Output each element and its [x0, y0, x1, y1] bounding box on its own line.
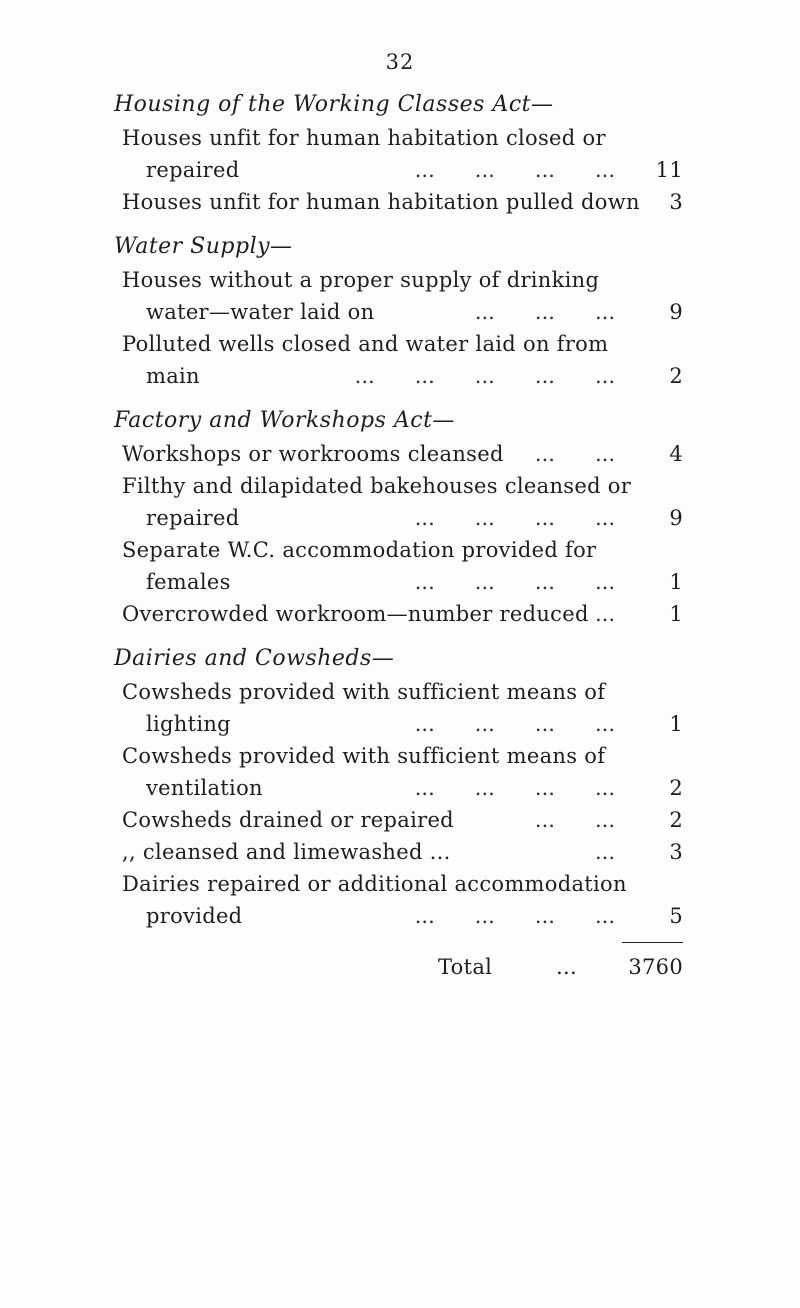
- item-text: repaired: [146, 506, 240, 530]
- total-row: [0, 950, 800, 984]
- item-text: Cowsheds drained or repaired: [122, 808, 454, 832]
- line-item: [0, 502, 800, 534]
- item-text: Houses without a proper supply of drinking: [122, 268, 600, 292]
- item-text: females: [146, 570, 231, 594]
- item-text: Polluted wells closed and water laid on from: [122, 332, 609, 356]
- line-item: [0, 470, 800, 502]
- total-rule-row: [0, 932, 800, 950]
- item-text: water—water laid on: [146, 300, 375, 324]
- item-value: 1: [669, 602, 683, 626]
- line-item: [0, 264, 800, 296]
- item-value: 11: [655, 158, 683, 182]
- item-text: Houses unfit for human habitation closed or: [122, 126, 606, 150]
- line-item: [0, 328, 800, 360]
- item-value: 1: [669, 570, 683, 594]
- section-gap: [0, 218, 800, 230]
- leader-dots: ...: [594, 602, 615, 626]
- leader-dots: ... ... ...: [474, 300, 615, 324]
- section-gap: [0, 630, 800, 642]
- item-value: 1: [669, 712, 683, 736]
- section-heading: Housing of the Working Classes Act—: [114, 92, 554, 117]
- item-text: provided: [146, 904, 243, 928]
- page-number: 32: [385, 50, 415, 74]
- line-item: [0, 708, 800, 740]
- item-value: 2: [669, 364, 683, 388]
- section-heading: Dairies and Cowsheds—: [114, 646, 395, 671]
- leader-dots: ... ... ... ...: [414, 776, 615, 800]
- total-rule: [622, 942, 683, 943]
- line-item: [0, 676, 800, 708]
- item-value: 2: [669, 808, 683, 832]
- line-item: [0, 836, 800, 868]
- leader-dots: ... ... ... ...: [414, 712, 615, 736]
- leader-dots: ... ...: [534, 808, 615, 832]
- line-item: [0, 296, 800, 328]
- item-text: lighting: [146, 712, 231, 736]
- leader-dots: ...: [556, 955, 577, 979]
- line-item: [0, 360, 800, 392]
- item-value: 3: [669, 190, 683, 214]
- leader-dots: ... ...: [534, 442, 615, 466]
- item-value: 3: [669, 840, 683, 864]
- line-item: [0, 900, 800, 932]
- section-gap: [0, 392, 800, 404]
- item-text: Dairies repaired or additional accommodation: [122, 872, 627, 896]
- leader-dots: ... ... ... ...: [414, 904, 615, 928]
- item-text: Separate W.C. accommodation provided for: [122, 538, 597, 562]
- leader-dots: ... ... ... ...: [414, 158, 615, 182]
- line-item: [0, 122, 800, 154]
- item-text: main: [146, 364, 200, 388]
- total-value: 3760: [628, 955, 683, 979]
- item-value: 9: [669, 506, 683, 530]
- item-value: 9: [669, 300, 683, 324]
- item-text: Workshops or workrooms cleansed: [122, 442, 504, 466]
- item-text: Cowsheds provided with sufficient means of: [122, 680, 606, 704]
- line-item: [0, 868, 800, 900]
- line-item: [0, 772, 800, 804]
- leader-dots: ... ... ... ...: [414, 506, 615, 530]
- line-item: [0, 534, 800, 566]
- item-text: ventilation: [146, 776, 263, 800]
- leader-dots: ... ... ... ... ...: [354, 364, 615, 388]
- item-text: Cowsheds provided with sufficient means of: [122, 744, 606, 768]
- line-item: [0, 566, 800, 598]
- section-heading: Factory and Workshops Act—: [114, 408, 455, 433]
- item-text: ,, cleansed and limewashed ...: [122, 840, 451, 864]
- item-value: 4: [669, 442, 683, 466]
- leader-dots: ... ... ... ...: [414, 570, 615, 594]
- leader-dots: ...: [594, 840, 615, 864]
- section-heading: Water Supply—: [114, 234, 293, 259]
- line-item: [0, 740, 800, 772]
- line-item: [0, 804, 800, 836]
- total-label: Total: [438, 955, 493, 979]
- line-item: [0, 186, 800, 218]
- item-text: Filthy and dilapidated bakehouses cleansed or: [122, 474, 632, 498]
- line-item: [0, 154, 800, 186]
- item-text: Overcrowded workroom—number reduced: [122, 602, 589, 626]
- item-value: 5: [669, 904, 683, 928]
- line-item: [0, 598, 800, 630]
- item-text: Houses unfit for human habitation pulled down: [122, 190, 640, 214]
- item-text: repaired: [146, 158, 240, 182]
- report-table: [0, 88, 800, 984]
- item-value: 2: [669, 776, 683, 800]
- line-item: [0, 438, 800, 470]
